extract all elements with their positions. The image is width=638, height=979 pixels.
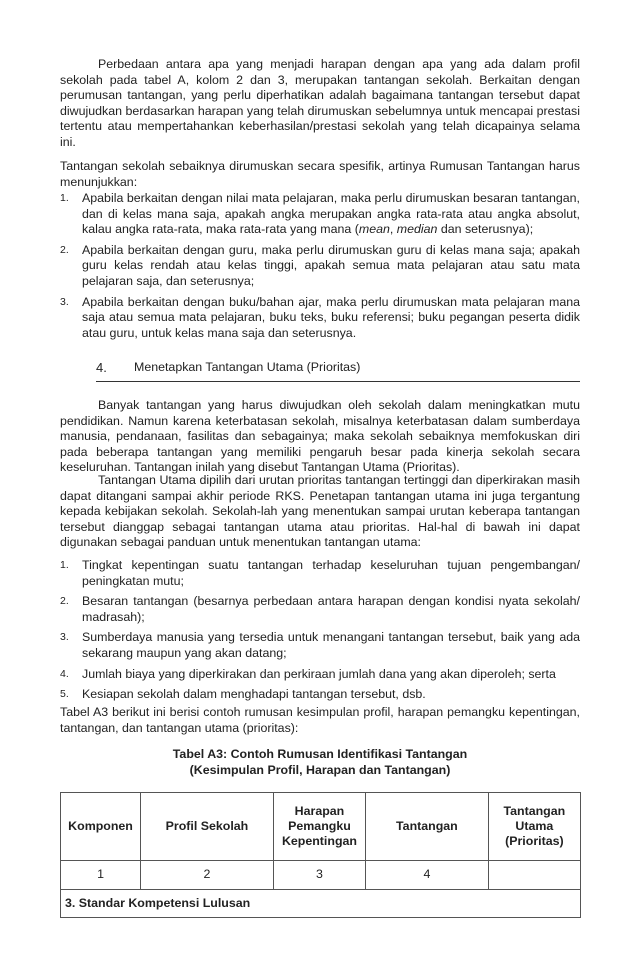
table-cell: 4 <box>366 861 489 890</box>
table-index-row <box>61 861 581 890</box>
list-text-part: dan seterusnya); <box>437 222 534 237</box>
list-number: 2. <box>60 595 69 608</box>
list-text: Jumlah biaya yang diperkirakan dan perkiraan jumlah dana yang akan diperoleh; serta <box>82 666 556 681</box>
list-panduan-tantangan-utama <box>60 558 580 708</box>
list-text <box>82 191 580 236</box>
table-row <box>61 890 581 918</box>
list-item <box>60 630 580 661</box>
column-header: Profil Sekolah <box>141 793 274 861</box>
paragraph-tabel-a3-intro: Tabel A3 berikut ini berisi contoh rumusan kesimpulan profil, harapan pemangku kepentingan, tantangan, dan tantangan utama (prioritas): <box>60 705 580 735</box>
list-text: Besaran tantangan (besarnya perbedaan antara harapan dengan kondisi nyata sekolah/ madrasah); <box>82 594 580 624</box>
section-title: Menetapkan Tantangan Utama (Prioritas) <box>134 360 361 374</box>
list-item <box>60 667 580 683</box>
paragraph-profil-harapan: Perbedaan antara apa yang menjadi harapan dengan apa yang ada dalam profil sekolah pada tabel A, kolom 2 dan 3, merupakan tantangan sekolah. Berkaitan dengan perumusan tantangan, yang perlu diperhatikan adalah bagaimana tantangan tersebut dapat diwujudkan berdasarkan harapan yang telah dirumuskan sebelumnya untuk mencapai prestasi tertentu atau mempertahankan keberhasilan/prestasi sekolah yang telah dicapainya selama ini. <box>60 57 580 149</box>
list-text: Tingkat kepentingan suatu tantangan terhadap keseluruhan tujuan pengembangan/ peningkatan mutu; <box>82 558 580 588</box>
column-header: Harapan Pemangku Kepentingan <box>273 793 365 861</box>
table-cell: 2 <box>141 861 274 890</box>
caption-line: (Kesimpulan Profil, Harapan dan Tantangan) <box>189 762 451 777</box>
column-header: Komponen <box>61 793 141 861</box>
list-item <box>60 191 580 238</box>
list-number: 1. <box>60 192 69 204</box>
paragraph-tantangan-spesifik: Tantangan sekolah sebaiknya dirumuskan secara spesifik, artinya Rumusan Tantangan harus menunjukkan: <box>60 159 580 189</box>
table-a3 <box>60 792 581 918</box>
list-number: 2. <box>60 243 69 256</box>
table-cell: 1 <box>61 861 141 890</box>
list-item <box>60 558 580 589</box>
table-cell: 3 <box>273 861 365 890</box>
paragraph-banyak-tantangan: Banyak tantangan yang harus diwujudkan oleh sekolah dalam meningkatkan mutu pendidikan. Namun karena keterbatasan sekolah, misalnya keterbatasan dalam sumberdaya manusia, pendanaan, fasilitas dan sebagainya; maka sekolah sebaiknya memfokuskan diri pada beberapa tantangan yang memiliki pengaruh besar pada kinerja sekolah secara keseluruhan. Tantangan inilah yang disebut Tantangan Utama (Prioritas). <box>60 398 580 475</box>
list-text: Apabila berkaitan dengan buku/bahan ajar, maka perlu dirumuskan mata pelajaran mana saja atau semua mata pelajaran, buku teks, buku referensi; buku pegangan peserta didik atau guru, untuk kelas mana saja dan seterusnya. <box>82 294 580 340</box>
list-item <box>60 594 580 625</box>
emphasis-mean: mean <box>358 222 390 237</box>
list-number: 5. <box>60 688 69 701</box>
table-header-row <box>61 793 581 861</box>
list-number: 4. <box>60 667 69 680</box>
list-rumusan-tantangan <box>60 191 580 346</box>
list-text: Kesiapan sekolah dalam menghadapi tantangan tersebut, dsb. <box>82 687 426 702</box>
section-heading <box>96 357 580 382</box>
list-text: Sumberdaya manusia yang tersedia untuk menangani tantangan tersebut, baik yang ada sekarang maupun yang akan datang; <box>82 630 580 660</box>
list-item <box>60 295 580 342</box>
list-text: Apabila berkaitan dengan guru, maka perlu dirumuskan guru di kelas mana saja; apakah guru kelas rendah atau kelas tinggi, apakah semua mata pelajaran atau satu mata pelajaran saja, dan seterusnya; <box>82 242 580 288</box>
section-number: 4. <box>96 360 107 375</box>
list-number: 1. <box>60 559 69 571</box>
column-header: Tantangan <box>366 793 489 861</box>
paragraph-tantangan-utama: Tantangan Utama dipilih dari urutan prioritas tantangan tertinggi dan diperkirakan masih dapat ditangani sampai akhir periode RKS. Penetapan tantangan utama ini juga tergantung kepada kebijakan sekolah. Sekolah-lah yang menentukan sampai urutan keberapa tantangan tersebut dianggap sebagai tantangan utama atau prioritas. Hal-hal di bawah ini dapat digunakan sebagai panduan untuk menentukan tantangan utama: <box>60 473 580 550</box>
list-text-part: Apabila berkaitan dengan nilai mata pelajaran, maka perlu dirumuskan besaran tantangan, dan di kelas mana saja, apakah angka merupakan angka rata-rata atau angka absolut, kalau angka rata-rata, maka rata-rata yang mana ( <box>82 191 580 237</box>
list-item <box>60 687 580 703</box>
list-number: 3. <box>60 631 69 644</box>
table-cell <box>488 861 580 890</box>
list-item <box>60 243 580 290</box>
emphasis-median: median <box>396 222 438 237</box>
list-number: 3. <box>60 295 69 308</box>
table-caption <box>60 747 580 778</box>
table-section-cell: 3. Standar Kompetensi Lulusan <box>61 890 581 918</box>
column-header: Tantangan Utama (Prioritas) <box>488 793 580 861</box>
list-text-part: , <box>389 222 397 237</box>
caption-line: Tabel A3: Contoh Rumusan Identifikasi Tantangan <box>172 747 468 761</box>
